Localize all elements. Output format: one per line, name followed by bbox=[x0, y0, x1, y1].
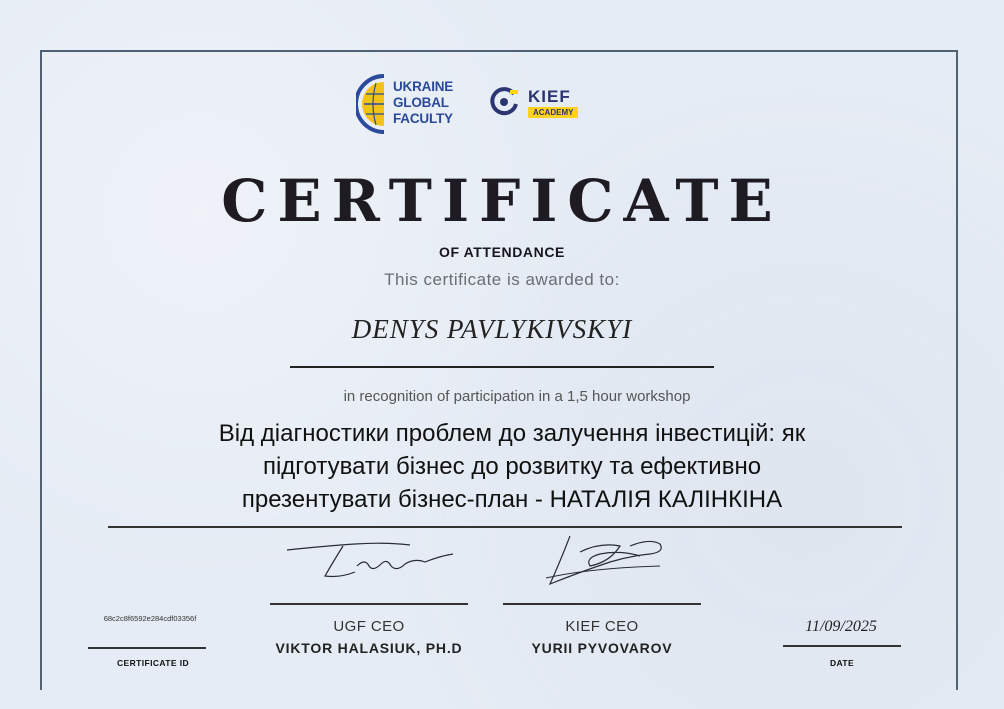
certificate-id-value: 68c2c8f6592e284cdf03356f bbox=[103, 614, 197, 623]
recipient-name: DENYS PAVLYKIVSKYI bbox=[351, 314, 633, 344]
kief-ceo-signature bbox=[540, 532, 670, 592]
globe-icon bbox=[356, 74, 386, 134]
workshop-title-line: підготувати бізнес до розвитку та ефективно bbox=[262, 453, 762, 480]
kief-logo-text: KIEF bbox=[528, 87, 571, 106]
certificate-frame bbox=[40, 50, 958, 690]
kief-ring-icon bbox=[488, 86, 520, 118]
certificate-title: CERTIFICATE bbox=[221, 167, 783, 235]
recognition-text: in recognition of participation in a 1,5 hour workshop bbox=[343, 388, 691, 405]
ugf-logo bbox=[356, 74, 466, 136]
certificate-id-label: CERTIFICATE ID bbox=[116, 658, 190, 668]
kief-ceo-role: KIEF CEO bbox=[565, 618, 639, 635]
workshop-title bbox=[130, 417, 894, 516]
awarded-text: This certificate is awarded to: bbox=[384, 270, 620, 289]
name-underline bbox=[290, 366, 714, 368]
ugf-ceo-signature bbox=[285, 536, 455, 582]
ugf-logo-text: UKRAINE GLOBAL FACULTY bbox=[393, 79, 454, 126]
certificate-subtitle: OF ATTENDANCE bbox=[438, 244, 565, 260]
ugf-ceo-role: UGF CEO bbox=[333, 618, 405, 635]
kief-ceo-name: YURII PYVOVAROV bbox=[531, 640, 673, 656]
certificate-id-line bbox=[88, 647, 206, 649]
workshop-divider bbox=[108, 526, 902, 528]
ugf-ceo-signature-line bbox=[270, 603, 468, 605]
kief-academy-badge: ACADEMY bbox=[528, 107, 578, 118]
workshop-title-line: презентувати бізнес-план - НАТАЛІЯ КАЛІНКІНА bbox=[241, 486, 783, 513]
kief-logo bbox=[488, 86, 598, 120]
ugf-ceo-name: VIKTOR HALASIUK, PH.D bbox=[275, 640, 463, 656]
date-value: 11/09/2025 bbox=[805, 618, 877, 635]
date-label: DATE bbox=[829, 658, 855, 668]
workshop-title-line: Від діагностики проблем до залучення інвестицій: як bbox=[218, 420, 806, 447]
date-line bbox=[783, 645, 901, 647]
kief-ceo-signature-line bbox=[503, 603, 701, 605]
